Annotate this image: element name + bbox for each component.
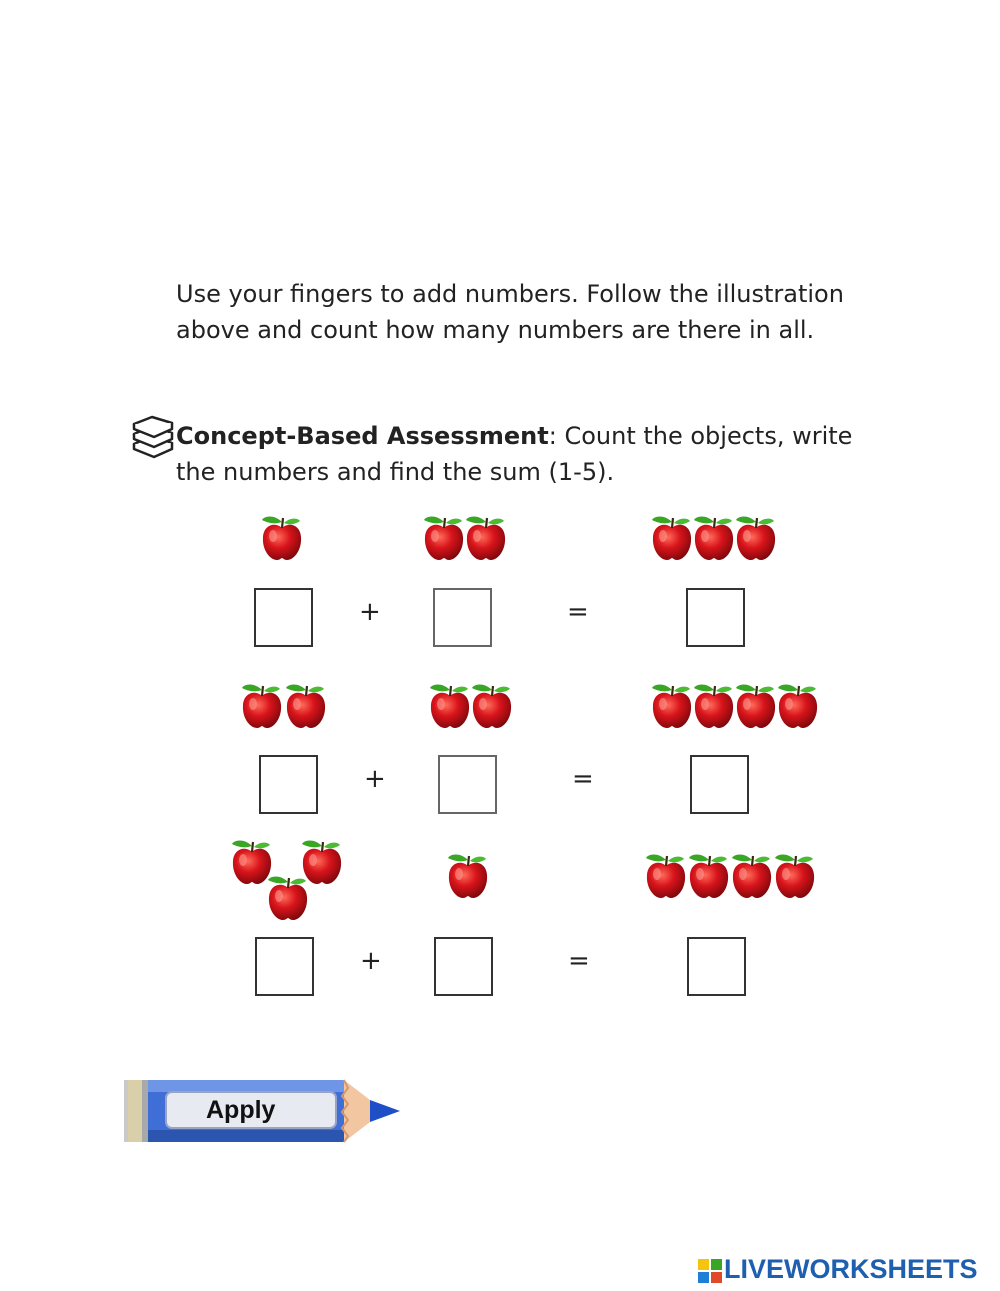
answer-box[interactable] xyxy=(690,755,749,814)
apple-icon xyxy=(730,512,782,564)
brand-wordmark: LIVEWORKSHEETS xyxy=(724,1254,978,1284)
answer-box[interactable] xyxy=(686,588,745,647)
assessment-title: Concept-Based Assessment xyxy=(176,422,549,450)
equals-sign: = xyxy=(568,946,590,976)
answer-box[interactable] xyxy=(255,937,314,996)
assessment-text-2: the numbers and find the sum (1-5). xyxy=(176,458,615,486)
intro-paragraph xyxy=(176,276,876,348)
plus-sign: + xyxy=(360,946,382,976)
apple-icon xyxy=(772,680,824,732)
apply-button[interactable]: Apply xyxy=(206,1096,276,1124)
assessment-instruction xyxy=(176,418,896,490)
intro-line-1: Use your fingers to add numbers. Follow the illustration xyxy=(176,280,844,308)
equals-sign: = xyxy=(572,764,594,794)
equals-sign: = xyxy=(567,597,589,627)
apple-icon xyxy=(280,680,332,732)
answer-box[interactable] xyxy=(434,937,493,996)
intro-line-2: above and count how many numbers are there in all. xyxy=(176,316,815,344)
liveworksheets-logo-icon xyxy=(698,1259,722,1283)
apple-icon xyxy=(466,680,518,732)
apple-icon xyxy=(769,850,821,902)
assessment-text-1: : Count the objects, write xyxy=(548,422,853,450)
apple-icon xyxy=(460,512,512,564)
plus-sign: + xyxy=(364,764,386,794)
apple-icon xyxy=(442,850,494,902)
answer-box[interactable] xyxy=(254,588,313,647)
answer-box[interactable] xyxy=(438,755,497,814)
stack-of-books-icon xyxy=(130,414,176,460)
answer-box[interactable] xyxy=(259,755,318,814)
apple-icon xyxy=(262,872,314,924)
plus-sign: + xyxy=(359,597,381,627)
apple-icon xyxy=(256,512,308,564)
answer-box[interactable] xyxy=(687,937,746,996)
answer-box[interactable] xyxy=(433,588,492,647)
